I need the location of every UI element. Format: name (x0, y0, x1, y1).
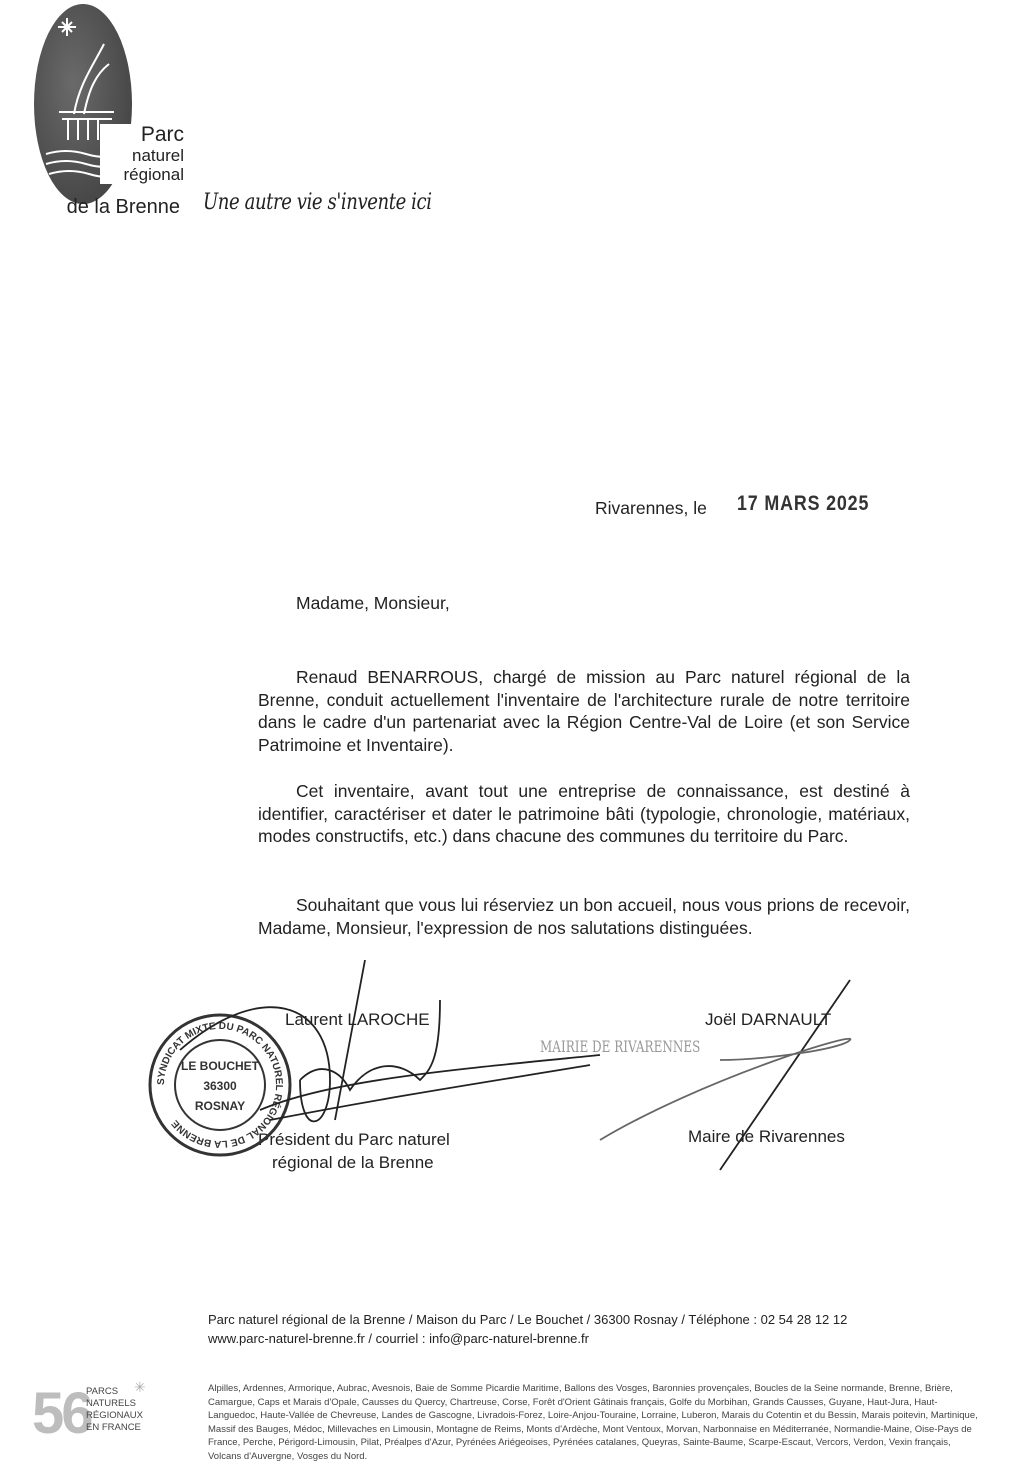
footer-address: Parc naturel régional de la Brenne / Maison du Parc / Le Bouchet / 36300 Rosnay / Téléphone : 02 54 28 12 12 (208, 1312, 848, 1327)
right-signatory-title: Maire de Rivarennes (688, 1127, 845, 1146)
mairie-stamp: MAIRIE DE RIVARENNES (540, 1037, 701, 1056)
logo-line-parc: Parc (140, 123, 184, 146)
paragraph-1: Renaud BENARROUS, chargé de mission au Parc naturel régional de la Brenne, conduit actuellement l'inventaire de l'architecture rurale de notre territoire dans le cadre d'un partenariat avec la Région Centre-Val de Loire (et son Service Patrimoine et Inventaire). (258, 667, 910, 755)
stamp-ring-text: SYNDICAT MIXTE DU PARC NATUREL RÉGIONAL DE LA BRENNE (155, 1020, 285, 1150)
signature-stroke (720, 980, 850, 1170)
left-signatory-name: Laurent LAROCHE (285, 1010, 430, 1029)
logo-line-brenne: de la Brenne (66, 196, 180, 218)
logo-line-naturel: naturel (132, 146, 184, 165)
footer-parks-list: Alpilles, Ardennes, Armorique, Aubrac, Avesnois, Baie de Somme Picardie Maritime, Ballons des Vosges, Baronnies provençales, Boucles de la Seine normande, Brenne, Brière, Camargue, Caps et Marais d'Opale, Causses du Quercy, Chartreuse, Corse, Forêt d'Orient Gâtinais français, Golfe du Morbihan, Grands Causses, Guyane, Haut-Jura, Haut-Languedoc, Haute-Vallée de Chevreuse, Landes de Gascogne, Livradois-Forez, Loire-Anjou-Touraine, Lorraine, Luberon, Marais du Cotentin et du Bessin, Marais poitevin, Martinique, Massif des Bauges, Médoc, Millevaches en Limousin, Montagne de Reims, Monts d'Ardèche, Mont Ventoux, Morvan, Narbonnaise en Méditerranée, Normandie-Maine, Oise-Pays de France, Perche, Périgord-Limousin, Pilat, Préalpes d'Azur, Pyrénées Ariégeoises, Pyrénées catalanes, Queyras, Sainte-Baume, Scarpe-Escaut, Vercors, Verdon, Vexin français, Volcans d'Auvergne, Vosges du Nord. (208, 1383, 978, 1462)
salutation: Madame, Monsieur, (296, 593, 450, 613)
footer-contact: www.parc-naturel-brenne.fr / courriel : info@parc-naturel-brenne.fr (208, 1331, 589, 1346)
paragraph-3: Souhaitant que vous lui réserviez un bon accueil, nous vous prions de recevoir, Madame, Monsieur, l'expression de nos salutations distinguées. (258, 895, 910, 938)
handwritten-signatures (0, 960, 1024, 1190)
stamp-center-1: LE BOUCHET (181, 1059, 259, 1073)
signature-stroke (600, 1039, 850, 1140)
signature-stroke (260, 1055, 600, 1120)
left-signatory-title-1: Président du Parc naturel (258, 1130, 450, 1149)
network-line: EN FRANCE (86, 1422, 141, 1433)
logo-text (100, 124, 184, 184)
network-line: NATURELS (86, 1398, 136, 1409)
logo-line-regional: régional (123, 165, 184, 184)
tagline: Une autre vie s'invente ici (203, 190, 432, 215)
parks-count: 56 (32, 1381, 91, 1446)
signature-stroke (300, 1000, 440, 1090)
network-line: RÉGIONAUX (86, 1410, 144, 1421)
paragraph-2: Cet inventaire, avant tout une entreprise de connaissance, est destiné à identifier, caractériser et dater le patrimoine bâti (typologie, chronologie, matériaux, modes constructifs, etc.) dans chacune des communes du territoire du Parc. (258, 781, 910, 846)
left-signatory-title-2: régional de la Brenne (272, 1153, 434, 1172)
letter-place: Rivarennes, le (595, 498, 707, 518)
right-signatory-name: Joël DARNAULT (705, 1010, 832, 1029)
stamp-center-2: 36300 (203, 1079, 237, 1093)
signature-stroke (335, 960, 365, 1120)
signature-stroke (180, 1007, 330, 1121)
stamp-center-3: ROSNAY (194, 1099, 246, 1113)
letter-date-stamp: 17 MARS 2025 (737, 492, 870, 515)
asterisk-icon: ✳ (134, 1380, 146, 1396)
network-line: PARCS (86, 1386, 119, 1397)
